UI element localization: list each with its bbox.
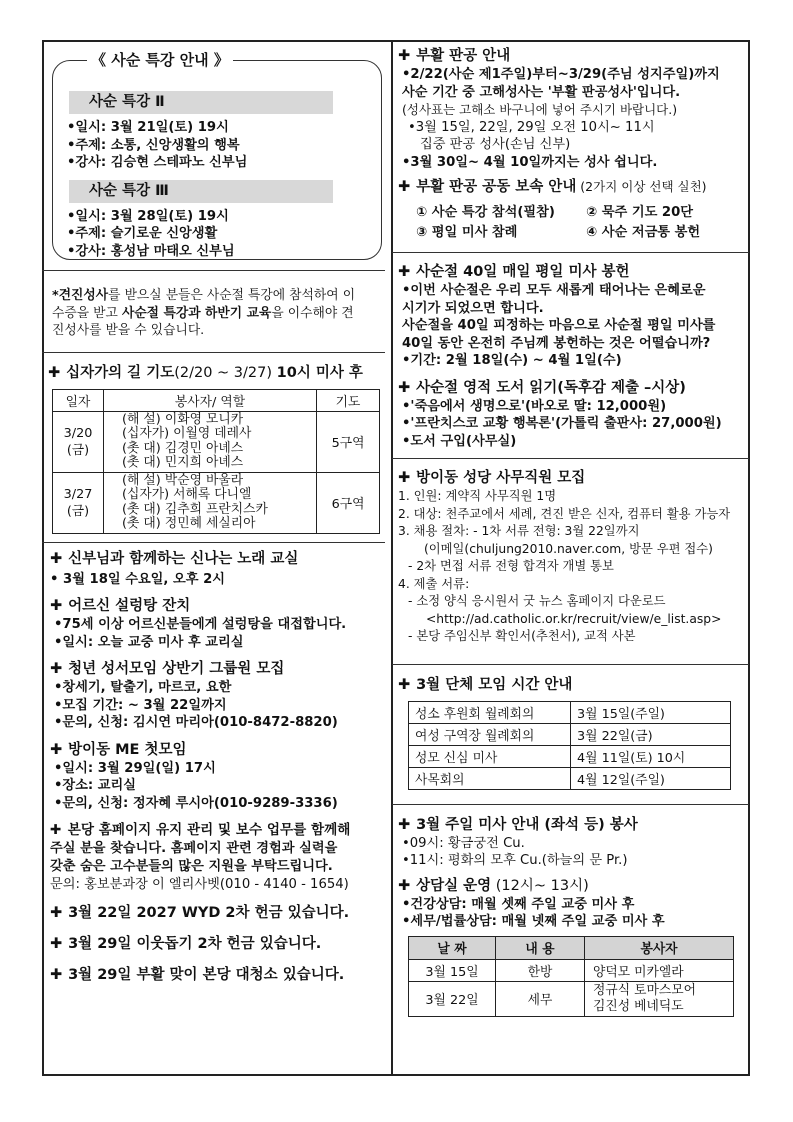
penance-title-line — [398, 177, 744, 197]
group-meetings-title: 3월 단체 모임 시간 안내 — [416, 676, 573, 693]
table-header: 봉사자/ 역할 — [104, 389, 317, 411]
lecture-topic: •주제: 소통, 신앙생활의 행복 — [67, 137, 240, 153]
cross-icon: ✚ — [50, 598, 63, 614]
youth-bible-line: •문의, 신청: 김시연 마리아(010-8472-8820) — [54, 715, 338, 730]
me-meeting-line: •일시: 3월 29일(일) 17시 — [54, 760, 216, 776]
sunday-mass-title: 3월 주일 미사 안내 (좌석 등) 봉사 — [416, 816, 638, 833]
stations-title-line — [48, 363, 386, 383]
lent-mass-line: 시기가 되었으면 합니다. — [402, 300, 544, 316]
counsel-person: 정규식 토마스모어 — [593, 982, 696, 998]
meeting-name: 여성 구역장 월례회의 — [409, 723, 571, 745]
row-prayer: 5구역 — [317, 411, 380, 472]
row-person: (촛 대) 민지희 아녜스 — [122, 455, 244, 470]
books-line: •도서 구입(사무실) — [402, 433, 517, 449]
counseling-table — [408, 936, 734, 1017]
stations-title: 십자가의 길 기도 — [66, 364, 175, 381]
note-prefix: *견진성사 — [52, 288, 109, 303]
penance-item: ④ 사순 저금통 봉헌 — [586, 225, 701, 240]
books-title: 사순절 영적 도서 읽기(독후감 제출 –시상) — [416, 379, 686, 396]
staff-line: 1. 인원: 계약직 사무직원 1명 — [398, 489, 557, 503]
elder-party-title: 어르신 설렁탕 잔치 — [68, 598, 191, 614]
meeting-date: 4월 12일(주일) — [571, 767, 731, 789]
column-divider — [391, 40, 393, 1076]
counsel-content: 세무 — [496, 981, 585, 1016]
youth-bible-line: •모집 기간: ~ 3월 22일까지 — [54, 697, 227, 713]
cross-icon: ✚ — [50, 936, 63, 952]
staff-line: 3. 채용 절차: - 1차 서류 전형: 3월 22일까지 — [398, 524, 640, 538]
table-row — [409, 723, 731, 745]
elder-party-title-line — [50, 596, 386, 616]
cross-icon: ✚ — [50, 967, 63, 983]
counsel-date: 3월 22일 — [409, 981, 496, 1016]
youth-bible-title-line — [50, 659, 386, 679]
table-header: 기도 — [317, 389, 380, 411]
meeting-name: 성소 후원회 월례회의 — [409, 701, 571, 723]
lent-mass-line: 40일 동안 온전히 주님께 봉헌하는 것은 어떨습니까? — [402, 335, 711, 351]
counsel-person: 양덕모 미카엘라 — [585, 959, 734, 981]
row-prayer: 6구역 — [317, 472, 380, 533]
books-line: •'프란치스코 교황 행복론'(가톨릭 출판사: 27,000원) — [402, 416, 722, 431]
cross-icon: ✚ — [398, 179, 411, 195]
song-class-title: 신부님과 함께하는 신나는 노래 교실 — [68, 550, 299, 567]
homepage-line: 갖춘 숨은 고수분들의 많은 지원을 부탁드립니다. — [50, 858, 333, 874]
homepage-line: 주실 분을 찾습니다. 홈페이지 관련 경험과 실력을 — [50, 841, 338, 856]
staff-line: - 본당 주임신부 확인서(추천서), 교적 사본 — [408, 629, 636, 643]
meeting-name: 사목회의 — [409, 767, 571, 789]
notice-text: 3월 29일 부활 맞이 본당 대청소 있습니다. — [68, 967, 345, 983]
lent-mass-line: •이번 사순절은 우리 모두 새롭게 태어나는 은혜로운 — [402, 283, 706, 298]
stations-table — [52, 389, 380, 534]
counsel-content: 한방 — [496, 959, 585, 981]
cross-icon: ✚ — [398, 264, 411, 280]
elder-party-line: •일시: 오늘 교중 미사 후 교리실 — [54, 634, 244, 650]
youth-bible-title: 청년 성서모임 상반기 그룹원 모집 — [68, 661, 285, 677]
lecture-heading: 사순 특강 Ⅱ — [69, 91, 333, 114]
counseling-title-line — [398, 876, 744, 896]
cross-icon: ✚ — [50, 741, 63, 758]
row-person: (해 설) 이화영 모니카 — [122, 411, 244, 427]
cross-icon: ✚ — [50, 905, 63, 921]
stations-period: (2/20 ~ 3/27) — [174, 364, 277, 381]
penance-note: (2가지 이상 선택 실천) — [576, 179, 707, 194]
row-person: (촛 대) 김경민 아녜스 — [122, 440, 244, 456]
section-divider — [392, 458, 749, 459]
notice-line — [50, 903, 386, 923]
me-meeting-title-line — [50, 740, 386, 760]
sunday-mass-line: •11시: 평화의 모후 Cu.(하늘의 문 Pr.) — [402, 853, 628, 868]
easter-line: (성사표는 고해소 바구니에 넣어 주시기 바랍니다.) — [402, 102, 678, 117]
lent-mass-line: •기간: 2월 18일(수) ~ 4월 1일(수) — [402, 353, 622, 368]
lecture-heading: 사순 특강 Ⅲ — [69, 180, 333, 203]
table-row — [53, 411, 380, 472]
staff-line: <http://ad.catholic.or.kr/recruit/view/e_list.asp> — [426, 611, 722, 626]
table-row — [409, 701, 731, 723]
table-row — [409, 745, 731, 767]
row-person: (촛 대) 김추희 프란치스카 — [122, 501, 268, 517]
me-meeting-line: •장소: 교리실 — [54, 778, 136, 793]
cross-icon: ✚ — [398, 48, 411, 64]
books-line: •'죽음에서 생명으로'(바오로 딸: 12,000원) — [402, 398, 667, 414]
lecture-speaker: •강사: 홍성남 마태오 신부님 — [67, 243, 235, 259]
meeting-date: 3월 22일(금) — [571, 723, 731, 745]
lecture-date: •일시: 3월 21일(토) 19시 — [67, 120, 229, 135]
youth-bible-line: •창세기, 탈출기, 마르코, 요한 — [54, 680, 232, 695]
books-title-line — [398, 378, 744, 398]
staff-line: - 소정 양식 응시원서 굿 뉴스 홈페이지 다운로드 — [408, 594, 666, 608]
cross-icon: ✚ — [50, 822, 62, 838]
counseling-title: 상담실 운영 — [416, 877, 492, 894]
song-class-title-line — [50, 549, 386, 569]
confirmation-note — [48, 287, 386, 340]
table-header: 내 용 — [496, 936, 585, 959]
note-emphasis: 사순절 특강과 하반기 교육 — [121, 305, 272, 321]
song-class-line: • 3월 18일 수요일, 오후 2시 — [50, 571, 226, 587]
section-divider — [42, 542, 385, 543]
notice-text: 3월 29일 이웃돕기 2차 헌금 있습니다. — [68, 936, 322, 952]
row-person: (십자가) 서해록 다니엘 — [122, 487, 252, 502]
lecture-box-title: 《 사순 특강 안내 》 — [87, 49, 233, 70]
cross-icon: ✚ — [398, 816, 411, 833]
notice-line — [50, 965, 386, 985]
staff-line: 4. 제출 서류: — [398, 576, 470, 591]
counseling-line: •세무/법률상담: 매월 넷째 주일 교중 미사 후 — [402, 914, 665, 929]
lent-mass-line: 사순절을 40일 피정하는 마음으로 사순절 평일 미사를 — [402, 318, 716, 333]
elder-party-line: •75세 이상 어르신분들에게 설렁탕을 대접합니다. — [54, 617, 347, 632]
penance-item: ① 사순 특강 참석(필참) — [416, 205, 555, 220]
cross-icon: ✚ — [398, 877, 411, 894]
section-divider — [392, 252, 749, 253]
table-row — [53, 472, 380, 533]
homepage-inquiry: 문의: 홍보분과장 이 엘리사벳(010 - 4140 - 1654) — [50, 877, 349, 892]
table-row — [409, 959, 734, 981]
lent-mass-title: 사순절 40일 매일 평일 미사 봉헌 — [416, 264, 630, 280]
easter-line: 집중 판공 성사(손님 신부) — [420, 137, 571, 152]
me-meeting-line: •문의, 신청: 정자혜 루시아(010-9289-3336) — [54, 795, 338, 811]
row-person: (촛 대) 정민혜 세실리아 — [122, 516, 256, 531]
note-text: 진성사를 받을 수 있습니다. — [52, 323, 205, 338]
staff-title: 방이동 성당 사무직원 모집 — [416, 470, 586, 486]
easter-line: 사순 기간 중 고해성사는 '부활 판공성사'입니다. — [402, 84, 681, 100]
group-meetings-title-line — [398, 675, 744, 695]
homepage-title-line — [50, 820, 386, 840]
table-header: 날 짜 — [409, 936, 496, 959]
cross-icon: ✚ — [398, 470, 411, 486]
staff-title-line — [398, 468, 744, 488]
lecture-date: •일시: 3월 28일(토) 19시 — [67, 208, 229, 224]
easter-title: 부활 판공 안내 — [416, 48, 511, 64]
cross-icon: ✚ — [50, 661, 63, 677]
cross-icon: ✚ — [398, 379, 411, 396]
lent-mass-title-line — [398, 262, 744, 282]
easter-line: •2/22(사순 제1주일)부터~3/29(주님 성지주일)까지 — [402, 67, 720, 82]
stations-time: 10시 미사 후 — [276, 364, 363, 381]
easter-line: •3월 15일, 22일, 29일 오전 10시~ 11시 — [408, 119, 655, 135]
sunday-mass-title-line — [398, 815, 744, 835]
lecture-topic: •주제: 슬기로운 신앙생활 — [67, 226, 218, 241]
table-header: 일자 — [53, 389, 104, 411]
cross-icon: ✚ — [48, 364, 61, 381]
group-meetings-table — [408, 701, 731, 790]
meeting-name: 성모 신심 미사 — [409, 745, 571, 767]
staff-line: (이메일(chuljung2010.naver.com, 방문 우편 접수) — [424, 541, 713, 556]
table-header: 봉사자 — [585, 936, 734, 959]
sunday-mass-line: •09시: 황금궁전 Cu. — [402, 835, 525, 851]
table-row — [409, 767, 731, 789]
penance-item: ③ 평일 미사 참례 — [416, 225, 518, 240]
row-date: 3/27 (금) — [53, 472, 104, 533]
notice-text: 3월 22일 2027 WYD 2차 헌금 있습니다. — [68, 905, 350, 921]
note-text: 수증을 받고 — [52, 305, 122, 321]
easter-title-line — [398, 46, 744, 66]
note-text: 을 이수해야 견 — [271, 305, 354, 321]
section-divider — [42, 270, 385, 271]
section-divider — [42, 352, 385, 353]
easter-line: •3월 30일~ 4월 10일까지는 성사 쉽니다. — [402, 154, 658, 170]
row-date: 3/20 (금) — [53, 411, 104, 472]
left-column — [48, 46, 386, 985]
counseling-line: •건강상담: 매월 셋째 주일 교중 미사 후 — [402, 896, 635, 912]
counseling-time: (12시~ 13시) — [491, 877, 589, 894]
meeting-date: 3월 15일(주일) — [571, 701, 731, 723]
lecture-speaker: •강사: 김승현 스테파노 신부님 — [67, 155, 248, 170]
right-column — [398, 46, 744, 1017]
penance-title: 부활 판공 공동 보속 안내 — [416, 179, 577, 195]
cross-icon: ✚ — [398, 676, 411, 693]
penance-item: ② 묵주 기도 20단 — [586, 205, 693, 220]
section-divider — [392, 664, 749, 665]
cross-icon: ✚ — [50, 550, 63, 567]
lecture-box — [52, 51, 382, 260]
staff-line: - 2차 면접 서류 전형 합격자 개별 통보 — [408, 559, 614, 573]
table-row — [409, 981, 734, 1016]
meeting-date: 4월 11일(토) 10시 — [571, 745, 731, 767]
notice-line — [50, 934, 386, 954]
counsel-person: 김진성 베네딕도 — [593, 998, 684, 1014]
homepage-title: 본당 홈페이지 유지 관리 및 보수 업무를 함께해 — [67, 822, 351, 838]
me-meeting-title: 방이동 ME 첫모임 — [68, 741, 187, 758]
counsel-date: 3월 15일 — [409, 959, 496, 981]
staff-line: 2. 대상: 천주교에서 세례, 견진 받은 신자, 컴퓨터 활용 가능자 — [398, 506, 731, 521]
section-divider — [392, 804, 749, 805]
row-person: (십자가) 이월영 데레사 — [122, 426, 252, 441]
row-person: (해 설) 박순영 바울라 — [122, 472, 244, 488]
note-text: 를 받으실 분들은 사순절 특강에 참석하여 이 — [108, 288, 356, 303]
